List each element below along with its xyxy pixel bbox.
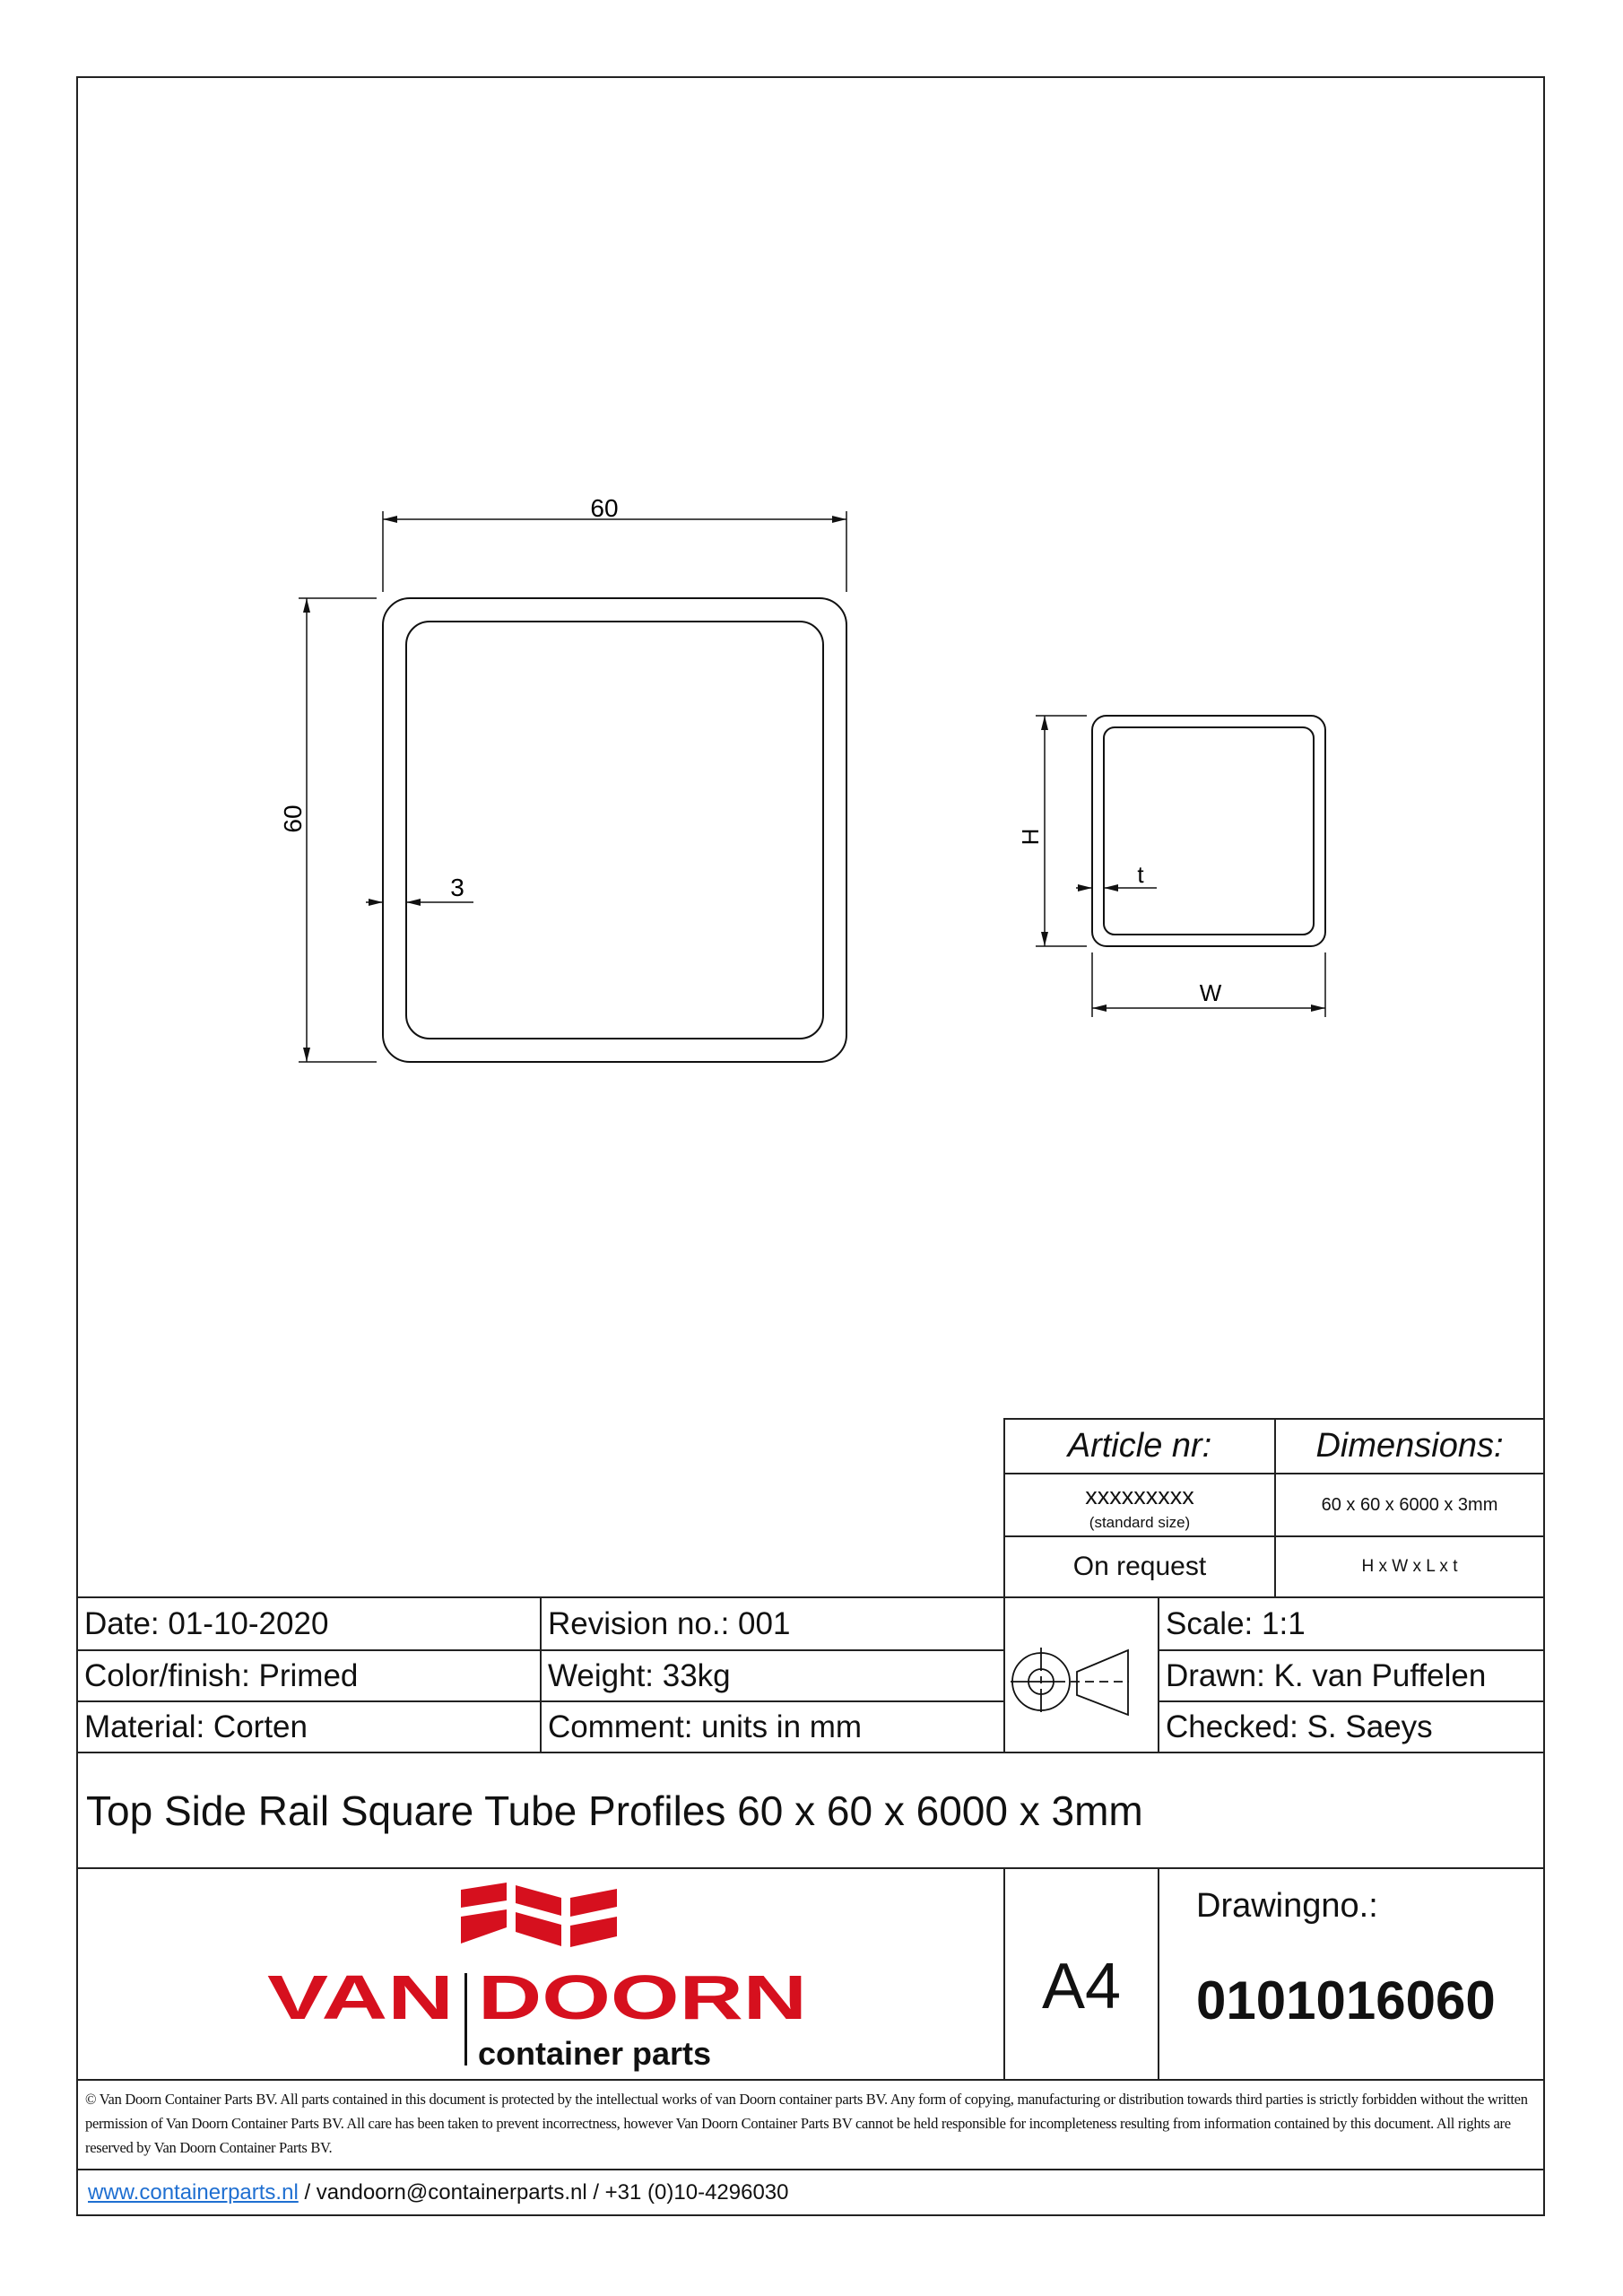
comment-field: Comment: units in mm [548,1709,863,1744]
svg-text:VAN: VAN [267,1962,454,2032]
website-link[interactable]: www.containerparts.nl [88,2179,299,2205]
contact-line [88,2170,789,2215]
main-height-label: 60 [279,804,307,833]
date-field: Date: 01-10-2020 [84,1605,329,1641]
drawing-number-label: Drawingno.: [1196,1886,1378,1925]
scale-field: Scale: 1:1 [1166,1605,1306,1641]
article-number: xxxxxxxxx [1085,1482,1194,1509]
legend-height-label: H [1017,828,1044,846]
dimensions-header: Dimensions: [1315,1427,1504,1465]
article-custom: On request [1072,1552,1207,1581]
legend-profile-view [1036,716,1325,1017]
weight-field: Weight: 33kg [548,1657,731,1693]
legend-width-label: W [1199,979,1222,1006]
drawing-title: Top Side Rail Square Tube Profiles 60 x 60 x 6000 x 3mm [86,1787,1143,1834]
van-doorn-logo [267,1883,807,2072]
sheet-size: A4 [1041,1951,1122,2022]
copyright-notice: © Van Doorn Container Parts BV. All parts contained in this document is protected by the intellectual works of van Doorn container parts BV. Any form of copying, manufacturing or distribution towards third parties is strictly forbidden without the written permission of Van Doorn Container Parts BV. All care has been taken to prevent incorrectness, however Van Doorn Container Parts BV cannot be held responsible for incompleteness resulting from information contained by this document. All rights are reserved by Van Doorn Container Parts BV. [85,2091,1528,2156]
main-thickness-label: 3 [450,874,464,901]
inner-profile [406,622,823,1039]
outer-profile [383,598,846,1062]
main-profile-view [299,511,846,1062]
drawing-number: 0101016060 [1196,1970,1496,2031]
contact-details: / vandoorn@containerparts.nl / +31 (0)10-4296030 [298,2179,789,2205]
article-header: Article nr: [1067,1427,1212,1465]
color-finish-field: Color/finish: Primed [84,1657,359,1693]
article-note: (standard size) [1089,1514,1191,1531]
legend-thickness-label: t [1137,861,1144,888]
projection-symbol-icon [1011,1648,1129,1716]
dimensions-value: 60 x 60 x 6000 x 3mm [1321,1494,1498,1515]
svg-text:DOORN: DOORN [478,1962,807,2032]
main-width-label: 60 [590,494,619,522]
svg-text:container parts: container parts [478,2035,712,2072]
revision-field: Revision no.: 001 [548,1605,791,1641]
drawn-field: Drawn: K. van Puffelen [1166,1657,1487,1693]
dimensions-format: H x W x L x t [1361,1557,1458,1576]
checked-field: Checked: S. Saeys [1166,1709,1433,1744]
material-field: Material: Corten [84,1709,308,1744]
